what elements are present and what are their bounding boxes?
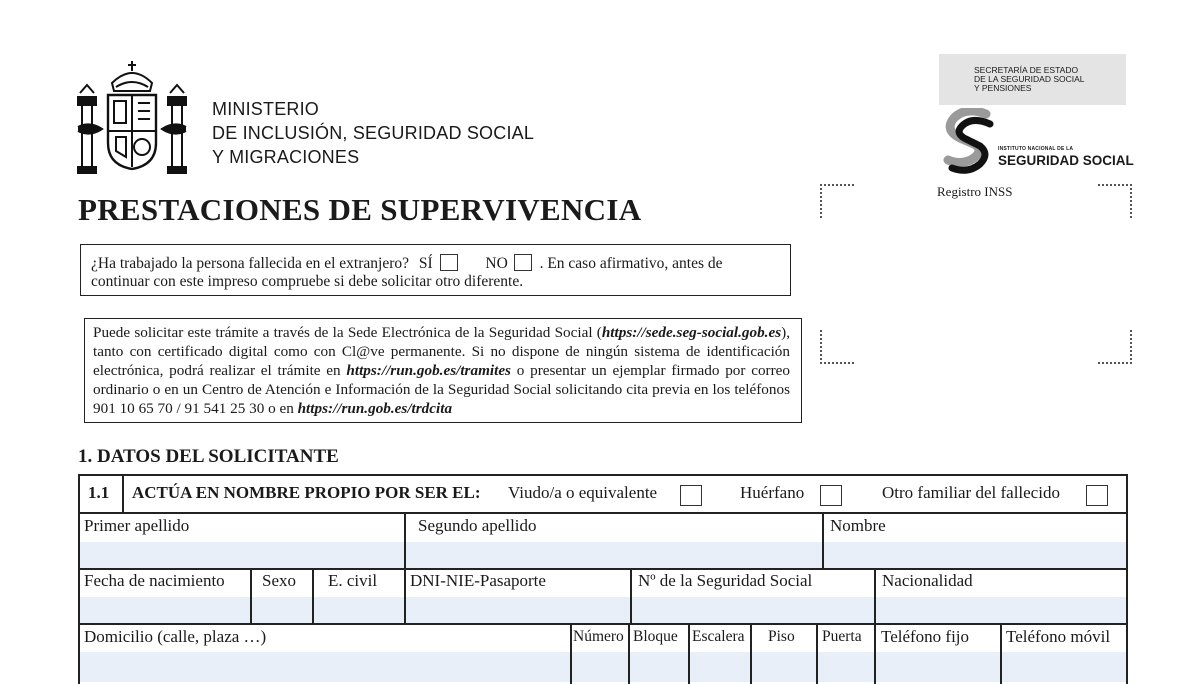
social-security-number-input[interactable]	[632, 597, 874, 623]
inss-logo-icon	[940, 108, 996, 176]
sex-input[interactable]	[252, 597, 312, 623]
cell-divider	[750, 624, 752, 684]
second-surname-input[interactable]	[406, 542, 822, 568]
si-checkbox[interactable]	[440, 254, 458, 271]
form-border	[78, 474, 80, 684]
section-title: 1. DATOS DEL SOLICITANTE	[78, 446, 339, 467]
row-number: 1.1	[88, 483, 110, 502]
info-paragraph	[93, 323, 790, 418]
second-surname-label: Segundo apellido	[418, 516, 537, 535]
inss-subtitle: INSTITUTO NACIONAL DE LA	[998, 146, 1074, 152]
cell-divider	[874, 569, 876, 624]
info-text: Puede solicitar este trámite a través de la Sede Electrónica de la Seguridad Social (	[93, 324, 602, 341]
no-label: NO	[485, 255, 508, 272]
cell-divider	[570, 624, 572, 684]
secretaria-box	[939, 54, 1126, 105]
floor-input[interactable]	[752, 652, 816, 682]
number-input[interactable]	[572, 652, 628, 682]
option-orphan-label: Huérfano	[740, 483, 805, 502]
nationality-input[interactable]	[876, 597, 1126, 623]
row-divider	[78, 623, 1128, 625]
info-text: o presentar un ejemplar firmado por correo ordinario o en un Centro de Atención e Información de la Seguridad Social solicitando cita previa en los teléfonos 901 10 65 70 / 91 541 25 30 o en	[93, 362, 791, 417]
social-security-number-label: Nº de la Seguridad Social	[638, 571, 813, 590]
other-relative-checkbox[interactable]	[1086, 485, 1108, 506]
question-text: ¿Ha trabajado la persona fallecida en el extranjero?	[91, 255, 409, 272]
cell-divider	[404, 569, 406, 624]
number-label: Número	[573, 628, 624, 645]
mobile-input[interactable]	[1002, 652, 1126, 682]
secretaria-line: SECRETARÍA DE ESTADO	[974, 65, 1079, 75]
stamp-corner-br	[1098, 330, 1132, 364]
secretaria-line: DE LA SEGURIDAD SOCIAL	[974, 74, 1085, 84]
row-divider	[78, 568, 1128, 570]
option-widow-label: Viudo/a o equivalente	[508, 483, 658, 502]
cell-divider	[122, 474, 124, 513]
foreign-work-question-box	[80, 244, 791, 296]
civil-status-label: E. civil	[328, 571, 378, 590]
door-label: Puerta	[822, 628, 862, 645]
id-document-input[interactable]	[406, 597, 630, 623]
inss-name: SEGURIDAD SOCIAL	[998, 153, 1134, 168]
id-document-label: DNI-NIE-Pasaporte	[410, 571, 546, 590]
first-surname-label: Primer apellido	[84, 516, 190, 535]
sede-link[interactable]: https://sede.seg-social.gob.es	[601, 324, 782, 341]
civil-status-input[interactable]	[314, 597, 404, 623]
block-input[interactable]	[630, 652, 688, 682]
mobile-label: Teléfono móvil	[1006, 627, 1111, 646]
cell-divider	[312, 569, 314, 624]
cell-divider	[874, 624, 876, 684]
form-border	[1126, 474, 1128, 684]
online-procedure-info-box	[84, 318, 802, 423]
name-label: Nombre	[830, 516, 886, 535]
stamp-corner-tr	[1098, 184, 1132, 218]
question-line-2: continuar con este impreso compruebe si debe solicitar otro diferente.	[91, 273, 524, 290]
birth-date-input[interactable]	[80, 597, 250, 623]
nationality-label: Nacionalidad	[882, 571, 973, 590]
block-label: Bloque	[633, 628, 678, 645]
name-input[interactable]	[824, 542, 1126, 568]
acting-label: ACTÚA EN NOMBRE PROPIO POR SER EL:	[132, 483, 481, 502]
stair-input[interactable]	[690, 652, 750, 682]
tramites-link[interactable]: https://run.gob.es/tramites	[346, 362, 511, 379]
orphan-checkbox[interactable]	[820, 485, 842, 506]
cell-divider	[816, 624, 818, 684]
floor-label: Piso	[768, 628, 795, 645]
applicant-data-form	[78, 474, 1128, 684]
no-checkbox[interactable]	[514, 254, 532, 271]
cell-divider	[404, 513, 406, 569]
stamp-corner-bl	[820, 330, 854, 364]
cell-divider	[688, 624, 690, 684]
question-rest: . En caso afirmativo, antes de	[539, 255, 723, 272]
question-line-1	[91, 254, 782, 273]
option-other-relative-label: Otro familiar del fallecido	[882, 483, 1060, 502]
row-divider	[78, 512, 1128, 514]
door-input[interactable]	[818, 652, 874, 682]
sex-label: Sexo	[262, 571, 296, 590]
cell-divider	[822, 513, 824, 569]
cell-divider	[630, 569, 632, 624]
coat-of-arms-logo	[76, 57, 188, 175]
ministry-line: Y MIGRACIONES	[212, 147, 360, 167]
secretaria-line: Y PENSIONES	[974, 83, 1032, 93]
cita-link[interactable]: https://run.gob.es/trdcita	[297, 400, 453, 417]
registro-label: Registro INSS	[937, 184, 1013, 199]
info-text: ), tanto con certificado digital como con Cl@ve permanente. Si no dispone de ningún sistema de identificación electrónica, podrá realizar el trámite en	[93, 324, 790, 379]
stair-label: Escalera	[692, 628, 745, 645]
landline-label: Teléfono fijo	[881, 627, 970, 646]
widow-checkbox[interactable]	[680, 485, 702, 506]
form-border	[78, 474, 1128, 476]
ministry-name	[212, 97, 534, 169]
stamp-corner-tl	[820, 184, 854, 218]
ministry-line: MINISTERIO	[212, 99, 320, 119]
birth-date-label: Fecha de nacimiento	[84, 571, 225, 590]
cell-divider	[1000, 624, 1002, 684]
ministry-line: DE INCLUSIÓN, SEGURIDAD SOCIAL	[212, 123, 535, 143]
cell-divider	[628, 624, 630, 684]
address-label: Domicilio (calle, plaza …)	[84, 627, 267, 646]
si-label: SÍ	[418, 255, 433, 272]
landline-input[interactable]	[876, 652, 1000, 682]
cell-divider	[250, 569, 252, 624]
first-surname-input[interactable]	[80, 542, 404, 568]
address-input[interactable]	[80, 652, 570, 682]
page-title: PRESTACIONES DE SUPERVIVENCIA	[78, 192, 642, 227]
